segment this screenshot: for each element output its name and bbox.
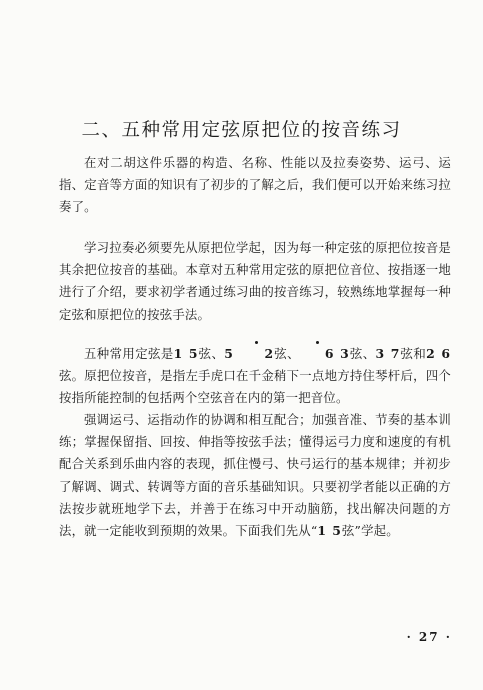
tuning-low-note: 5 <box>224 346 234 361</box>
tuning-low-note: 1 <box>173 346 184 361</box>
tuning-low-note: 3 <box>375 346 386 361</box>
tuning-high-note: 6 <box>441 346 451 361</box>
page-number: · 27 · <box>406 630 452 644</box>
tuning-high-note: 5 <box>188 346 199 361</box>
tuning-suffix: 弦、 <box>349 346 376 361</box>
section-title: 二、五种常用定弦原把位的按音练习 <box>81 120 402 141</box>
quote-notes: 1 5 <box>317 523 342 539</box>
tuning-3-7 <box>376 346 401 361</box>
paragraph-training-goals <box>59 409 451 542</box>
tuning-suffix: 弦和 <box>400 346 427 361</box>
tunings-explanation: 原把位按音，是指左手虎口在千金稍下一点地方持住琴杆后，四个按指所能控制的包括两个空弦音在内的第一把音位。 <box>59 368 451 406</box>
tuning-high-note-dotted: 2 <box>239 343 274 365</box>
tuning-low-note: 2 <box>426 346 436 361</box>
quote-close: ” <box>354 523 362 539</box>
tuning-1-5 <box>174 346 199 361</box>
quote-string: 弦 <box>341 523 355 539</box>
tuning-low-note-dotted: 6 <box>300 343 335 365</box>
tuning-5-2 <box>224 346 274 361</box>
training-text: 强调运弓、运指动作的协调和相互配合；加强音准、节奏的基本训练；掌握保留指、回按、伸指等按弦手法；懂得运弓力度和速度的有机配合关系到乐曲内容的表现，抓住慢弓、快弓运行的基本规律；并初步了解调、调式、转调等方面的音乐基础知识。只要初学者能以正确的方法按步就班地学下去，并善于在练习中开动脑筋，找出解决问题的方法，就一定能收到预期的效果。下面我们先从 <box>59 412 451 539</box>
tunings-intro: 五种常用定弦是 <box>84 346 174 361</box>
tuning-suffix: 弦、 <box>198 346 225 361</box>
quote-open: “ <box>310 523 318 539</box>
paragraph-tunings <box>59 343 451 410</box>
tuning-high-note: 7 <box>390 346 401 361</box>
paragraph-intro: 在对二胡这件乐器的构造、名称、性能以及拉奏姿势、运弓、运指、定音等方面的知识有了初步的了解之后，我们便可以开始来练习拉奏了。 <box>59 155 451 215</box>
paragraph-original-position: 学习拉奏必须要先从原把位学起，因为每一种定弦的原把位按音是其余把位按音的基础。本章对五种常用定弦的原把位音位、按指逐一地进行了介绍，要求初学者通过练习曲的按音练习，较熟练地掌握每一种定弦和原把位的按弦手法。 <box>59 240 451 322</box>
tuning-suffix: 弦。 <box>59 368 85 384</box>
tuning-high-note: 3 <box>340 346 350 361</box>
tuning-6-3 <box>300 346 350 361</box>
tuning-2-6 <box>426 346 451 361</box>
tuning-suffix: 弦、 <box>274 346 300 361</box>
training-ending: 学起。 <box>361 523 399 539</box>
